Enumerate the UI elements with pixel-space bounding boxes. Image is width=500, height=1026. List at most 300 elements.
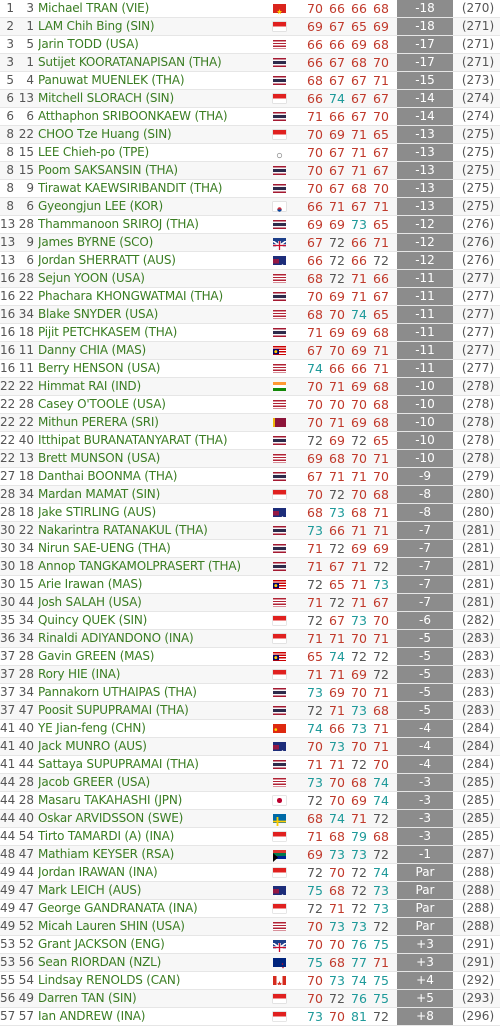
to-par-badge: Par: [397, 900, 453, 917]
round-2-score: 69: [329, 685, 345, 700]
previous-position: 52: [18, 937, 34, 951]
round-2-score: 66: [329, 361, 345, 376]
round-1-score: 69: [307, 451, 323, 466]
to-par-badge: -4: [397, 720, 453, 737]
round-1-score: 67: [307, 469, 323, 484]
round-3-score: 70: [351, 487, 367, 502]
total-score: (292): [461, 973, 495, 987]
round-2-score: 68: [329, 955, 345, 970]
flag-ina-icon: [273, 670, 286, 679]
player-name-link[interactable]: Mark LEICH (AUS): [38, 883, 142, 897]
flag-swe-icon: [273, 814, 286, 823]
round-1-score: 75: [307, 955, 323, 970]
table-row: [0, 18, 500, 36]
table-row: [0, 306, 500, 324]
total-score: (287): [461, 847, 495, 861]
player-name-link[interactable]: CHOO Tze Huang (SIN): [38, 127, 172, 141]
player-name-link[interactable]: Jarin TODD (USA): [38, 37, 139, 51]
round-2-score: 70: [329, 1009, 345, 1024]
total-score: (277): [461, 307, 495, 321]
player-name-link[interactable]: Atthaphon SRIBOONKAEW (THA): [38, 109, 228, 123]
table-row: [0, 594, 500, 612]
position: 49: [0, 919, 16, 933]
round-3-score: 71: [351, 469, 367, 484]
round-4-score: 72: [373, 1009, 389, 1024]
position: 57: [0, 1009, 16, 1023]
flag-tha-icon: [273, 58, 286, 67]
total-score: (275): [461, 163, 495, 177]
player-name-link[interactable]: Himmat RAI (IND): [38, 379, 141, 393]
total-score: (288): [461, 883, 495, 897]
position: 49: [0, 901, 16, 915]
flag-tha-icon: [273, 220, 286, 229]
round-4-score: 72: [373, 559, 389, 574]
total-score: (274): [461, 109, 495, 123]
flag-tha-icon: [273, 544, 286, 553]
flag-tha-icon: [273, 112, 286, 121]
player-name-link[interactable]: Tirto TAMARDI (A) (INA): [38, 829, 175, 843]
previous-position: 13: [18, 91, 34, 105]
player-name-link[interactable]: Gyeongjun LEE (KOR): [38, 199, 163, 213]
player-name-link[interactable]: Blake SNYDER (USA): [38, 307, 159, 321]
round-3-score: 69: [351, 325, 367, 340]
previous-position: 1: [26, 19, 34, 33]
round-4-score: 75: [373, 973, 389, 988]
total-score: (281): [461, 559, 495, 573]
total-score: (273): [461, 73, 495, 87]
flag-ina-icon: [273, 832, 286, 841]
player-name-link[interactable]: Grant JACKSON (ENG): [38, 937, 165, 951]
total-score: (278): [461, 451, 495, 465]
round-1-score: 73: [307, 775, 323, 790]
previous-position: 34: [18, 541, 34, 555]
player-name-link[interactable]: Danny CHIA (MAS): [38, 343, 147, 357]
table-row: [0, 396, 500, 414]
round-4-score: 67: [373, 289, 389, 304]
player-name-link[interactable]: Rory HIE (INA): [38, 667, 121, 681]
player-name-link[interactable]: Mithun PERERA (SRI): [38, 415, 159, 429]
player-name-link[interactable]: Nakarintra RATANAKUL (THA): [38, 523, 208, 537]
round-4-score: 71: [373, 361, 389, 376]
player-name-link[interactable]: Mitchell SLORACH (SIN): [38, 91, 174, 105]
round-3-score: 76: [351, 991, 367, 1006]
round-1-score: 70: [307, 919, 323, 934]
flag-ind-icon: [273, 382, 286, 391]
player-name-link[interactable]: Mathiam KEYSER (RSA): [38, 847, 175, 861]
player-name-link[interactable]: George GANDRANATA (INA): [38, 901, 198, 915]
round-4-score: 65: [373, 433, 389, 448]
total-score: (279): [461, 469, 495, 483]
to-par-badge: -14: [397, 90, 453, 107]
round-1-score: 72: [307, 901, 323, 916]
total-score: (281): [461, 523, 495, 537]
round-4-score: 71: [373, 505, 389, 520]
total-score: (278): [461, 415, 495, 429]
round-4-score: 75: [373, 991, 389, 1006]
player-name-link[interactable]: Poosit SUPUPRAMAI (THA): [38, 703, 189, 717]
to-par-badge: -5: [397, 666, 453, 683]
table-row: [0, 900, 500, 918]
previous-position: 22: [18, 523, 34, 537]
round-1-score: 70: [307, 487, 323, 502]
round-3-score: 74: [351, 973, 367, 988]
round-3-score: 72: [351, 865, 367, 880]
round-1-score: 69: [307, 19, 323, 34]
player-name-link[interactable]: Thammanoon SRIROJ (THA): [38, 217, 199, 231]
player-name-link[interactable]: Sattaya SUPUPRAMAI (THA): [38, 757, 199, 771]
player-name-link[interactable]: Oskar ARVIDSSON (SWE): [38, 811, 184, 825]
round-4-score: 72: [373, 811, 389, 826]
player-name-link[interactable]: Annop TANGKAMOLPRASERT (THA): [38, 559, 241, 573]
player-name-link[interactable]: Josh SALAH (USA): [38, 595, 142, 609]
player-name-link[interactable]: Sean RIORDAN (NZL): [38, 955, 162, 969]
player-name-link[interactable]: Jordan SHERRATT (AUS): [38, 253, 176, 267]
previous-position: 3: [26, 1, 34, 15]
table-row: [0, 378, 500, 396]
player-name-link[interactable]: Michael TRAN (VIE): [38, 1, 150, 15]
flag-usa-icon: [273, 40, 286, 49]
flag-gbr-icon: [273, 940, 286, 949]
to-par-badge: -5: [397, 684, 453, 701]
previous-position: 28: [18, 649, 34, 663]
round-1-score: 66: [307, 253, 323, 268]
to-par-badge: -8: [397, 486, 453, 503]
position: 53: [0, 937, 16, 951]
player-name-link[interactable]: Rinaldi ADIYANDONO (INA): [38, 631, 194, 645]
position: 35: [0, 613, 16, 627]
round-3-score: 71: [351, 127, 367, 142]
to-par-badge: -10: [397, 432, 453, 449]
player-name-link[interactable]: Danthai BOONMA (THA): [38, 469, 178, 483]
flag-usa-icon: [273, 400, 286, 409]
position: 36: [0, 631, 16, 645]
round-1-score: 69: [307, 847, 323, 862]
round-4-score: 65: [373, 307, 389, 322]
round-3-score: 67: [351, 91, 367, 106]
round-1-score: 72: [307, 703, 323, 718]
position: 13: [0, 217, 16, 231]
table-row: [0, 360, 500, 378]
player-name-link[interactable]: LEE Chieh-po (TPE): [38, 145, 149, 159]
round-2-score: 73: [329, 973, 345, 988]
previous-position: 47: [18, 883, 34, 897]
position: 55: [0, 973, 16, 987]
player-name-link[interactable]: Jacob GREER (USA): [38, 775, 151, 789]
player-name-link[interactable]: Ian ANDREW (INA): [38, 1009, 146, 1023]
previous-position: 28: [18, 271, 34, 285]
previous-position: 22: [18, 289, 34, 303]
round-3-score: 71: [351, 811, 367, 826]
position: 3: [6, 55, 14, 69]
round-2-score: 70: [329, 307, 345, 322]
round-3-score: 69: [351, 379, 367, 394]
table-row: [0, 684, 500, 702]
round-1-score: 69: [307, 217, 323, 232]
previous-position: 47: [18, 847, 34, 861]
player-name-link[interactable]: Pannakorn UTHAIPAS (THA): [38, 685, 197, 699]
round-3-score: 68: [351, 55, 367, 70]
flag-tha-icon: [273, 292, 286, 301]
player-name-link[interactable]: Itthipat BURANATANYARAT (THA): [38, 433, 228, 447]
round-4-score: 71: [373, 235, 389, 250]
round-1-score: 71: [307, 595, 323, 610]
total-score: (271): [461, 19, 495, 33]
position: 41: [0, 739, 16, 753]
to-par-badge: -11: [397, 306, 453, 323]
to-par-badge: -13: [397, 198, 453, 215]
total-score: (281): [461, 595, 495, 609]
round-2-score: 74: [329, 649, 345, 664]
table-row: [0, 738, 500, 756]
round-3-score: 67: [351, 199, 367, 214]
flag-tha-icon: [273, 328, 286, 337]
round-3-score: 72: [351, 433, 367, 448]
flag-tha-icon: [273, 472, 286, 481]
to-par-badge: -18: [397, 18, 453, 35]
player-name-link[interactable]: Nirun SAE-UENG (THA): [38, 541, 171, 555]
round-3-score: 69: [351, 37, 367, 52]
position: 37: [0, 649, 16, 663]
total-score: (271): [461, 55, 495, 69]
round-1-score: 68: [307, 271, 323, 286]
previous-position: 1: [26, 55, 34, 69]
table-row: [0, 558, 500, 576]
flag-sin-icon: [273, 616, 286, 625]
to-par-badge: -4: [397, 738, 453, 755]
round-4-score: 71: [373, 343, 389, 358]
table-row: [0, 54, 500, 72]
table-row: [0, 0, 500, 18]
round-4-score: 73: [373, 883, 389, 898]
round-4-score: 72: [373, 919, 389, 934]
round-1-score: 72: [307, 793, 323, 808]
previous-position: 28: [18, 775, 34, 789]
flag-usa-icon: [273, 598, 286, 607]
to-par-badge: -10: [397, 450, 453, 467]
flag-jpn-icon: [273, 796, 286, 805]
player-name-link[interactable]: Sejun YOON (USA): [38, 271, 145, 285]
round-4-score: 71: [373, 451, 389, 466]
round-2-score: 69: [329, 217, 345, 232]
flag-usa-icon: [273, 922, 286, 931]
round-1-score: 72: [307, 577, 323, 592]
total-score: (281): [461, 541, 495, 555]
table-row: [0, 108, 500, 126]
player-name-link[interactable]: YE Jian-feng (CHN): [38, 721, 146, 735]
position: 2: [6, 19, 14, 33]
round-1-score: 68: [307, 73, 323, 88]
round-2-score: 74: [329, 91, 345, 106]
table-row: [0, 702, 500, 720]
total-score: (291): [461, 955, 495, 969]
player-name-link[interactable]: Micah Lauren SHIN (USA): [38, 919, 185, 933]
player-name-link[interactable]: Mardan MAMAT (SIN): [38, 487, 161, 501]
round-3-score: 73: [351, 703, 367, 718]
player-name-link[interactable]: Pijit PETCHKASEM (THA): [38, 325, 178, 339]
player-name-link[interactable]: Berry HENSON (USA): [38, 361, 161, 375]
flag-sin-icon: [273, 94, 286, 103]
round-1-score: 72: [307, 613, 323, 628]
previous-position: 34: [18, 613, 34, 627]
player-name-link[interactable]: Panuwat MUENLEK (THA): [38, 73, 185, 87]
round-1-score: 70: [307, 397, 323, 412]
position: 49: [0, 865, 16, 879]
round-1-score: 66: [307, 91, 323, 106]
player-name-link[interactable]: Casey O'TOOLE (USA): [38, 397, 166, 411]
to-par-badge: -17: [397, 54, 453, 71]
round-3-score: 69: [351, 793, 367, 808]
round-3-score: 73: [351, 721, 367, 736]
previous-position: 18: [18, 505, 34, 519]
flag-chn-icon: [273, 724, 286, 733]
round-3-score: 77: [351, 955, 367, 970]
round-2-score: 68: [329, 883, 345, 898]
round-2-score: 70: [329, 865, 345, 880]
previous-position: 11: [18, 361, 34, 375]
to-par-badge: -13: [397, 126, 453, 143]
round-1-score: 66: [307, 37, 323, 52]
round-2-score: 69: [329, 433, 345, 448]
player-name-link[interactable]: James BYRNE (SCO): [38, 235, 154, 249]
flag-sin-icon: [273, 994, 286, 1003]
to-par-badge: -13: [397, 144, 453, 161]
to-par-badge: -13: [397, 180, 453, 197]
table-row: [0, 774, 500, 792]
position: 6: [6, 91, 14, 105]
previous-position: 11: [18, 343, 34, 357]
player-name-link[interactable]: Sutijet KOORATANAPISAN (THA): [38, 55, 222, 69]
round-1-score: 66: [307, 55, 323, 70]
position: 13: [0, 235, 16, 249]
round-1-score: 70: [307, 181, 323, 196]
round-2-score: 69: [329, 289, 345, 304]
player-name-link[interactable]: Jack MUNRO (AUS): [38, 739, 147, 753]
round-2-score: 70: [329, 775, 345, 790]
round-1-score: 70: [307, 127, 323, 142]
player-name-link[interactable]: Phachara KHONGWATMAI (THA): [38, 289, 223, 303]
round-1-score: 73: [307, 523, 323, 538]
total-score: (283): [461, 667, 495, 681]
round-2-score: 73: [329, 919, 345, 934]
player-name-link[interactable]: Darren TAN (SIN): [38, 991, 137, 1005]
round-3-score: 69: [351, 667, 367, 682]
position: 1: [6, 1, 14, 15]
flag-sin-icon: [273, 490, 286, 499]
round-4-score: 68: [373, 487, 389, 502]
flag-vie-icon: [273, 4, 286, 13]
total-score: (284): [461, 739, 495, 753]
round-2-score: 67: [329, 613, 345, 628]
round-4-score: 71: [373, 739, 389, 754]
table-row: [0, 612, 500, 630]
table-row: [0, 648, 500, 666]
round-3-score: 73: [351, 217, 367, 232]
previous-position: 44: [18, 865, 34, 879]
player-name-link[interactable]: Tirawat KAEWSIRIBANDIT (THA): [38, 181, 223, 195]
flag-rsa-icon: [273, 850, 286, 859]
total-score: (293): [461, 991, 495, 1005]
to-par-badge: -10: [397, 378, 453, 395]
total-score: (277): [461, 361, 495, 375]
round-1-score: 70: [307, 973, 323, 988]
round-3-score: 66: [351, 253, 367, 268]
table-row: [0, 522, 500, 540]
player-name-link[interactable]: LAM Chih Bing (SIN): [38, 19, 155, 33]
round-2-score: 72: [329, 271, 345, 286]
round-3-score: 69: [351, 343, 367, 358]
round-2-score: 67: [329, 163, 345, 178]
previous-position: 47: [18, 901, 34, 915]
round-3-score: 66: [351, 235, 367, 250]
table-row: [0, 468, 500, 486]
position: 44: [0, 811, 16, 825]
flag-mas-icon: [273, 346, 286, 355]
round-1-score: 70: [307, 937, 323, 952]
round-3-score: 68: [351, 505, 367, 520]
round-3-score: 71: [351, 271, 367, 286]
to-par-badge: -7: [397, 558, 453, 575]
player-name-link[interactable]: Lindsay RENOLDS (CAN): [38, 973, 181, 987]
round-2-score: 71: [329, 757, 345, 772]
flag-sin-icon: [273, 130, 286, 139]
total-score: (275): [461, 181, 495, 195]
position: 16: [0, 307, 16, 321]
flag-usa-icon: [273, 310, 286, 319]
previous-position: 57: [18, 1009, 34, 1023]
table-row: [0, 234, 500, 252]
position: 30: [0, 559, 16, 573]
player-name-link[interactable]: Arie Irawan (MAS): [38, 577, 143, 591]
to-par-badge: +3: [397, 936, 453, 953]
round-3-score: 74: [351, 307, 367, 322]
player-name-link[interactable]: Poom SAKSANSIN (THA): [38, 163, 178, 177]
previous-position: 28: [18, 397, 34, 411]
round-4-score: 67: [373, 91, 389, 106]
round-3-score: 71: [351, 559, 367, 574]
round-2-score: 66: [329, 523, 345, 538]
round-4-score: 68: [373, 379, 389, 394]
player-name-link[interactable]: Masaru TAKAHASHI (JPN): [38, 793, 183, 807]
round-3-score: 69: [351, 415, 367, 430]
player-name-link[interactable]: Jordan IRAWAN (INA): [38, 865, 158, 879]
round-4-score: 72: [373, 649, 389, 664]
to-par-badge: -14: [397, 108, 453, 125]
player-name-link[interactable]: Jake STIRLING (AUS): [38, 505, 156, 519]
flag-tha-icon: [273, 436, 286, 445]
round-4-score: 69: [373, 19, 389, 34]
flag-ina-icon: [273, 634, 286, 643]
player-name-link[interactable]: Brett MUNSON (USA): [38, 451, 161, 465]
round-1-score: 70: [307, 991, 323, 1006]
round-1-score: 70: [307, 739, 323, 754]
round-4-score: 70: [373, 55, 389, 70]
round-3-score: 79: [351, 829, 367, 844]
round-2-score: 67: [329, 559, 345, 574]
table-row: [0, 630, 500, 648]
round-4-score: 74: [373, 775, 389, 790]
player-name-link[interactable]: Gavin GREEN (MAS): [38, 649, 155, 663]
round-3-score: 66: [351, 1, 367, 16]
player-name-link[interactable]: Quincy QUEK (SIN): [38, 613, 148, 627]
flag-tha-icon: [273, 562, 286, 571]
table-row: [0, 432, 500, 450]
round-2-score: 71: [329, 415, 345, 430]
to-par-badge: -5: [397, 630, 453, 647]
position: 28: [0, 505, 16, 519]
round-2-score: 71: [329, 901, 345, 916]
total-score: (277): [461, 271, 495, 285]
round-2-score: 72: [329, 253, 345, 268]
